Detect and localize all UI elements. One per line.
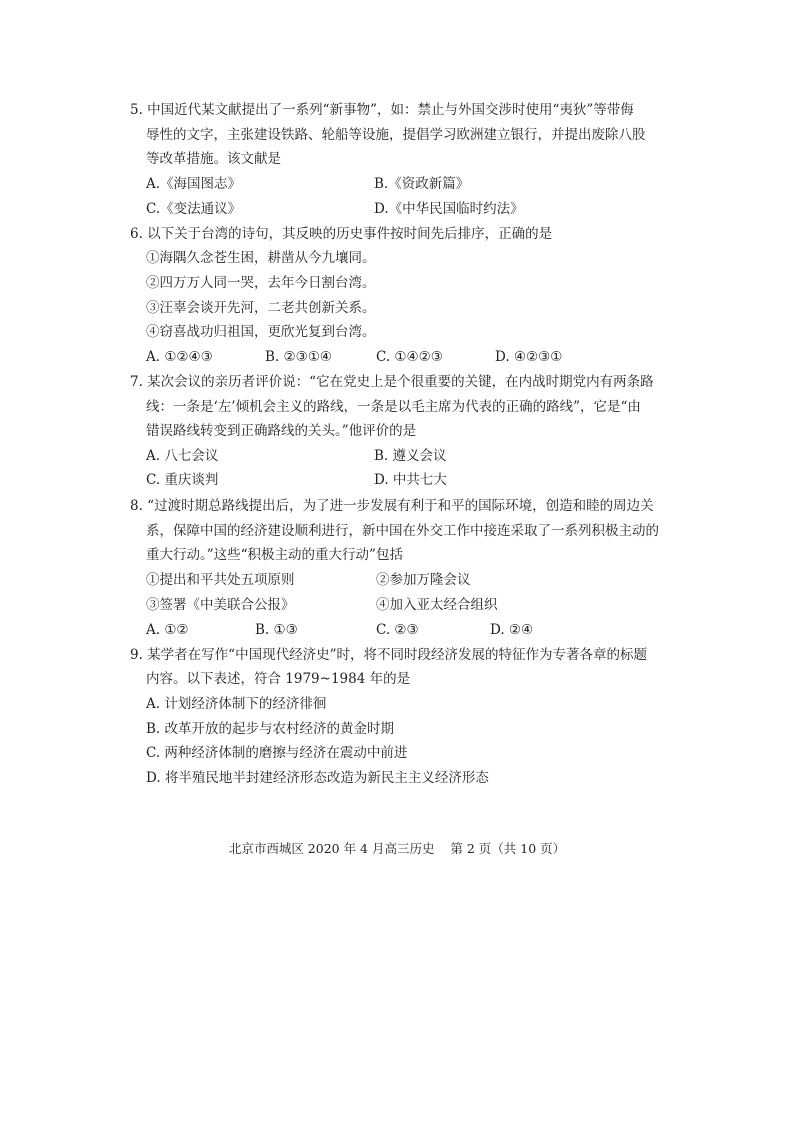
q9-stem-line-2: 内容。以下表述，符合 1979~1984 年的是 <box>146 671 411 687</box>
q5-stem-line-1: 5. 中国近代某文献提出了一系列“新事物”，如：禁止与外国交涉时使用“夷狄”等带侮 <box>130 102 634 118</box>
q8-stem-line-3: 重大行动。”这些“积极主动的重大行动”包括 <box>146 547 403 563</box>
q8-stem-line-2: 系，保障中国的经济建设顺利进行，新中国在外交工作中接连采取了一系列积极主动的 <box>146 523 659 539</box>
q6-stem-line-1: 6. 以下关于台湾的诗句，其反映的历史事件按时间先后排序，正确的是 <box>130 226 553 242</box>
q6-option-c: C. ①④②③ <box>376 349 443 365</box>
q8-option-a: A. ①② <box>146 622 189 638</box>
q8-option-b: B. ①③ <box>255 622 298 638</box>
q7-option-b: B. 遵义会议 <box>374 448 447 464</box>
q8-item-2: ②参加万隆会议 <box>376 572 471 588</box>
q7-option-a: A. 八七会议 <box>146 448 219 464</box>
q6-option-b: B. ②③①④ <box>265 349 332 365</box>
q7-option-d: D. 中共七大 <box>374 472 447 488</box>
q7-stem-line-2: 线：一条是‘左’倾机会主义的路线，一条是以毛主席为代表的正确的路线”，它是“由 <box>146 399 641 415</box>
q9-option-b: B. 改革开放的起步与农村经济的黄金时期 <box>146 721 395 737</box>
footer-exam-title: 北京市西城区 2020 年 4 月高三历史 <box>228 841 435 856</box>
q8-item-4: ④加入亚太经合组织 <box>376 597 498 613</box>
q7-stem-line-1: 7. 某次会议的亲历者评价说：“它在党史上是个很重要的关键，在内战时期党内有两条路 <box>130 374 654 390</box>
q9-option-a: A. 计划经济体制下的经济徘徊 <box>146 696 327 712</box>
q9-option-d: D. 将半殖民地半封建经济形态改造为新民主主义经济形态 <box>146 770 489 786</box>
q7-stem-line-3: 错误路线转变到正确路线的关头。”他评价的是 <box>146 423 417 439</box>
q8-option-d: D. ②④ <box>490 622 534 638</box>
q7-option-c: C. 重庆谈判 <box>146 472 219 488</box>
q9-option-c: C. 两种经济体制的磨擦与经济在震动中前进 <box>146 745 408 761</box>
q6-option-d: D. ④②③① <box>495 349 563 365</box>
page-footer <box>0 840 794 858</box>
q8-stem-line-1: 8. “过渡时期总路线提出后，为了进一步发展有利于和平的国际环境，创造和睦的周边关 <box>130 498 654 514</box>
q5-stem-line-2: 辱性的文字，主张建设铁路、轮船等设施，提倡学习欧洲建立银行，并提出废除八股 <box>146 127 646 143</box>
q8-item-3: ③签署《中美联合公报》 <box>146 597 295 613</box>
footer-page-number: 第 2 页（共 10 页） <box>450 841 566 856</box>
q6-item-3: ③汪辜会谈开先河，二老共创新关系。 <box>146 300 376 316</box>
q6-item-1: ①海隅久念苍生困，耕凿从今九壤同。 <box>146 250 376 266</box>
q8-item-1: ①提出和平共处五项原则 <box>146 572 295 588</box>
q9-stem-line-1: 9. 某学者在写作“中国现代经济史”时，将不同时段经济发展的特征作为专著各章的标题 <box>130 647 647 663</box>
q6-option-a: A. ①②④③ <box>146 349 213 365</box>
q5-option-a: A.《海国图志》 <box>146 176 242 192</box>
q6-item-2: ②四万万人同一哭，去年今日割台湾。 <box>146 275 376 291</box>
q6-item-4: ④窃喜战功归祖国，更欣光复到台湾。 <box>146 324 376 340</box>
q5-option-d: D.《中华民国临时约法》 <box>374 201 524 217</box>
q8-option-c: C. ②③ <box>376 622 419 638</box>
q5-option-b: B.《资政新篇》 <box>374 176 470 192</box>
q5-option-c: C.《变法通议》 <box>146 201 242 217</box>
q5-stem-line-3: 等改革措施。该文献是 <box>146 151 281 167</box>
